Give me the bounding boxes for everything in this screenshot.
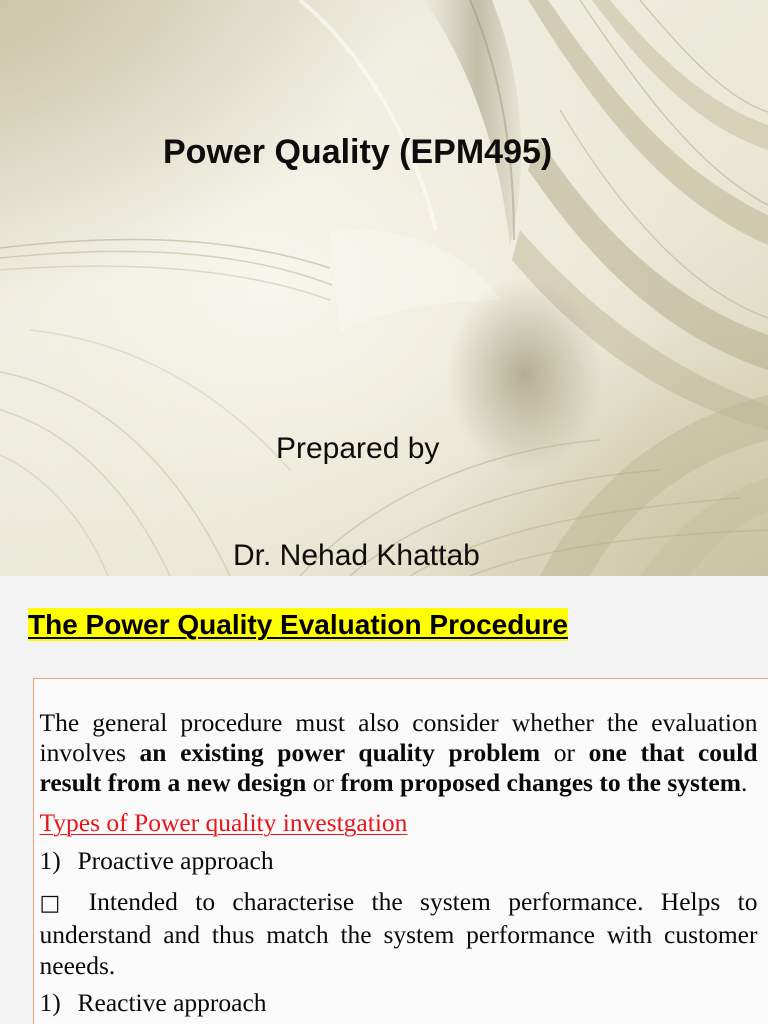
intro-emphasis: from proposed changes to the system — [340, 767, 741, 797]
intro-emphasis: an existing power quality problem — [139, 737, 541, 767]
approach-item-proactive — [40, 846, 758, 876]
intro-emphasis: one that could result from a new design — [39, 737, 758, 797]
slide-heading-text: The Power Quality Evaluation Procedure — [28, 609, 568, 640]
presentation-title: Power Quality (EPM495) — [163, 133, 553, 171]
intro-text: or — [540, 737, 589, 767]
slide-heading — [28, 609, 568, 641]
intro-text: . — [740, 767, 748, 797]
investigation-types-subheading: Types of Power quality investgation — [39, 807, 408, 837]
intro-text: or — [306, 767, 341, 797]
item-number: 1) — [39, 987, 61, 1017]
item-label: Reactive approach — [77, 987, 267, 1017]
content-text — [40, 708, 758, 1018]
author-name: Dr. Nehad Khattab — [233, 539, 480, 572]
approach-item-reactive — [40, 988, 758, 1018]
intro-text: The general procedure must also consider whether the evaluation involves — [39, 707, 758, 767]
description-text: Intended to characterise the system performance. Helps to understand and thus match the system performance with customer neeeds. — [39, 886, 758, 980]
prepared-by-label: Prepared by — [276, 432, 440, 465]
item-label: Proactive approach — [77, 845, 274, 875]
content-slide — [0, 576, 768, 1024]
page-curl-shadow — [447, 277, 603, 473]
proactive-description — [40, 886, 758, 981]
content-box — [33, 678, 768, 1024]
item-number: 1) — [39, 845, 61, 875]
intro-paragraph — [40, 708, 758, 798]
bullet-square-icon: □ — [39, 890, 72, 916]
